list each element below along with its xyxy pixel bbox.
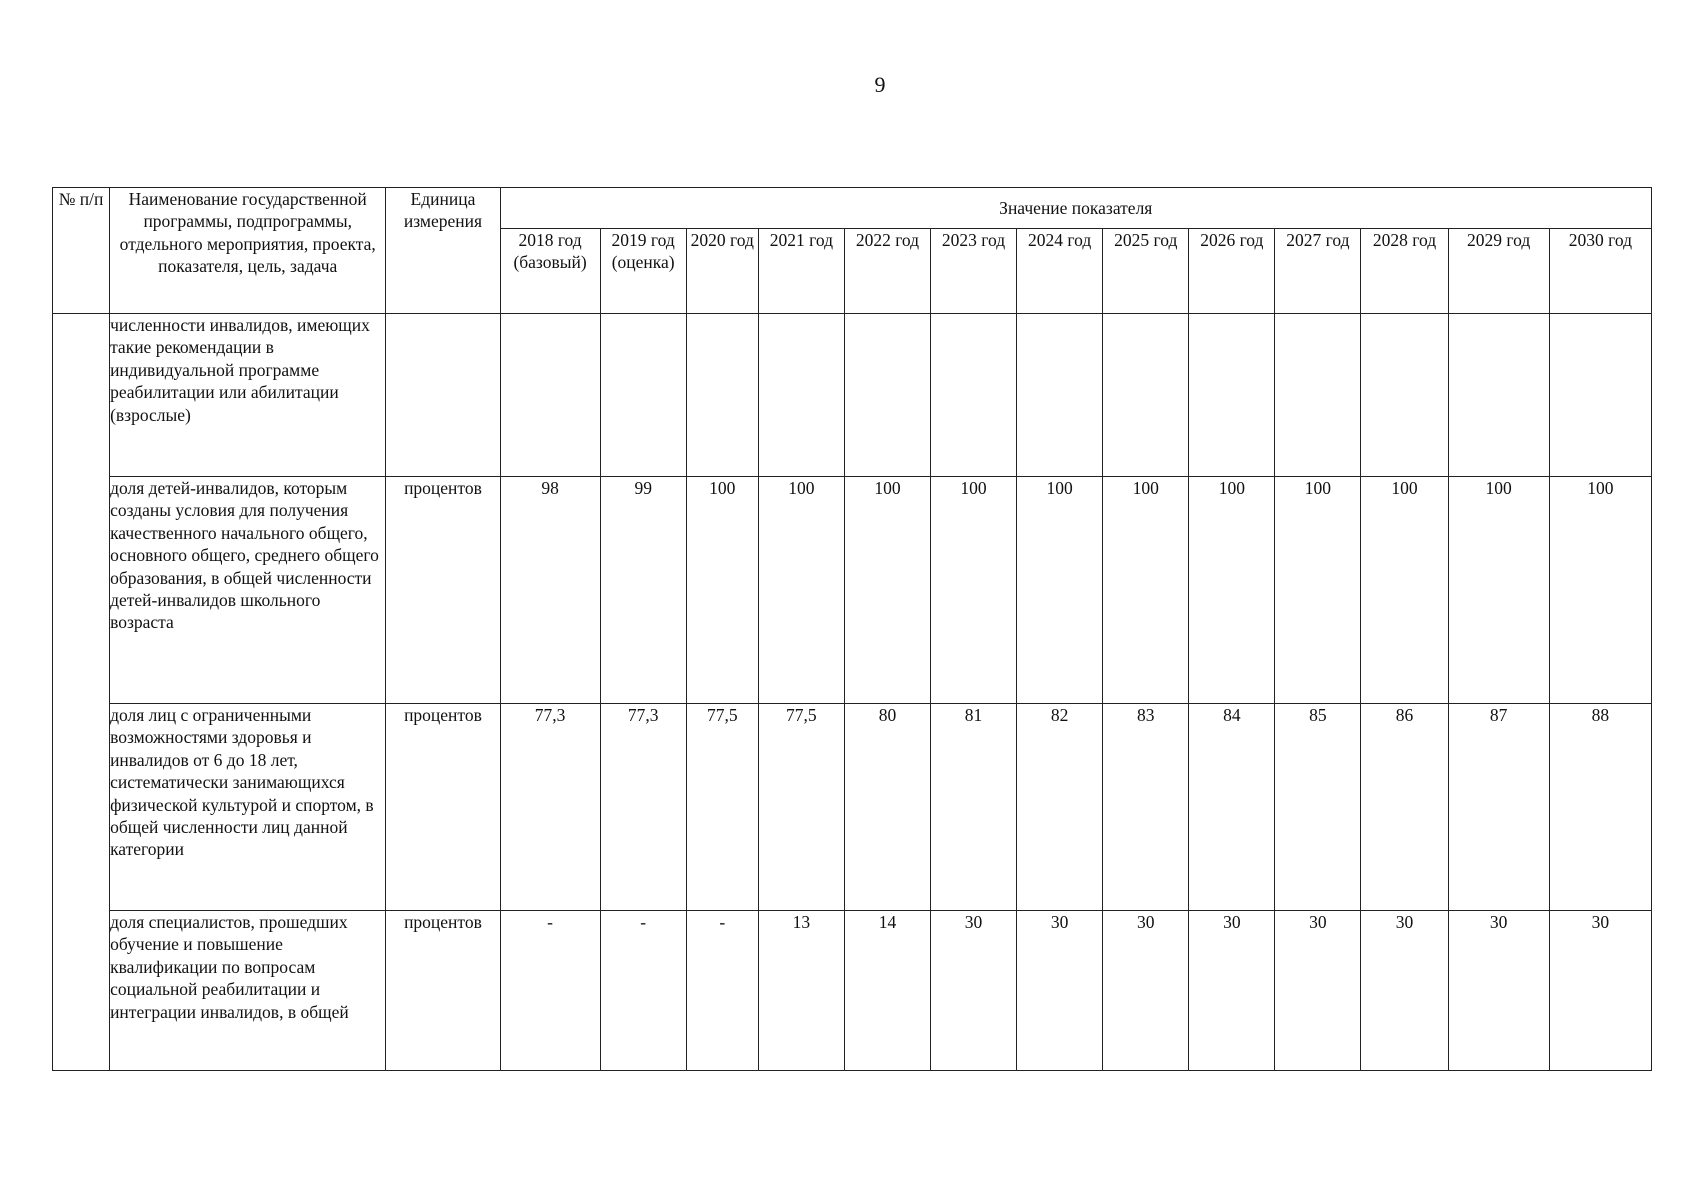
value-cell: 30 [1017,911,1103,1071]
row-number-cell [53,314,110,1071]
value-cell [1189,314,1275,477]
page-number: 9 [874,72,886,97]
header-num: № п/п [53,188,110,314]
value-cell [1103,314,1189,477]
header-year: 2028 год [1361,229,1448,314]
unit-cell [386,314,500,477]
value-cell [686,314,758,477]
value-cell: 80 [844,704,930,911]
value-cell: 30 [931,911,1017,1071]
value-cell: 100 [1448,477,1549,704]
value-cell: 84 [1189,704,1275,911]
header-year: 2023 год [931,229,1017,314]
value-cell: 98 [500,477,600,704]
header-value-group: Значение показателя [500,188,1651,229]
value-cell: 77,5 [686,704,758,911]
header-year: 2029 год [1448,229,1549,314]
header-year: 2022 год [844,229,930,314]
value-cell: 30 [1361,911,1448,1071]
value-cell [1275,314,1361,477]
value-cell [1361,314,1448,477]
header-year: 2021 год [758,229,844,314]
value-cell [758,314,844,477]
value-cell: 30 [1448,911,1549,1071]
value-cell: 30 [1189,911,1275,1071]
value-cell [1549,314,1651,477]
table-row [53,704,1652,911]
value-cell: 100 [1549,477,1651,704]
value-cell: 77,3 [600,704,686,911]
value-cell: 100 [1103,477,1189,704]
value-cell: 13 [758,911,844,1071]
indicator-table [52,187,1652,1071]
value-cell: 87 [1448,704,1549,911]
value-cell: 14 [844,911,930,1071]
header-year: 2026 год [1189,229,1275,314]
value-cell: 77,5 [758,704,844,911]
value-cell: - [500,911,600,1071]
header-unit: Единица измерения [386,188,500,314]
header-year: 2018 год (базовый) [500,229,600,314]
indicator-name: доля лиц с ограниченными возможностями здоровья и инвалидов от 6 до 18 лет, систематически занимающихся физической культурой и спортом, в общей численности лиц данной категории [110,704,386,911]
table-row [53,314,1652,477]
value-cell: 30 [1275,911,1361,1071]
table-row [53,477,1652,704]
value-cell: 82 [1017,704,1103,911]
value-cell [1448,314,1549,477]
value-cell: 100 [1275,477,1361,704]
value-cell: 88 [1549,704,1651,911]
value-cell: 30 [1549,911,1651,1071]
value-cell [1017,314,1103,477]
header-year: 2020 год [686,229,758,314]
value-cell: 85 [1275,704,1361,911]
header-year: 2027 год [1275,229,1361,314]
value-cell: 100 [758,477,844,704]
value-cell: 77,3 [500,704,600,911]
header-year: 2025 год [1103,229,1189,314]
unit-cell: процентов [386,704,500,911]
value-cell: 100 [686,477,758,704]
header-year: 2024 год [1017,229,1103,314]
value-cell: 100 [931,477,1017,704]
value-cell: 81 [931,704,1017,911]
value-cell: - [600,911,686,1071]
value-cell: 86 [1361,704,1448,911]
value-cell [600,314,686,477]
value-cell: 100 [844,477,930,704]
table-row [53,911,1652,1071]
indicator-name: доля детей-инвалидов, которым созданы условия для получения качественного начального общего, основного общего, среднего общего образования, в общей численности детей-инвалидов школьного возраста [110,477,386,704]
indicator-name: численности инвалидов, имеющих такие рекомендации в индивидуальной программе реабилитации или абилитации (взрослые) [110,314,386,477]
header-year: 2030 год [1549,229,1651,314]
value-cell [500,314,600,477]
header-name: Наименование государственной программы, подпрограммы, отдельного мероприятия, проекта, показателя, цель, задача [110,188,386,314]
value-cell: - [686,911,758,1071]
unit-cell: процентов [386,911,500,1071]
value-cell: 100 [1361,477,1448,704]
unit-cell: процентов [386,477,500,704]
value-cell: 30 [1103,911,1189,1071]
value-cell: 100 [1189,477,1275,704]
value-cell: 100 [1017,477,1103,704]
value-cell [931,314,1017,477]
value-cell [844,314,930,477]
value-cell: 99 [600,477,686,704]
indicator-name: доля специалистов, прошедших обучение и повышение квалификации по вопросам социальной реабилитации и интеграции инвалидов, в общей [110,911,386,1071]
header-year: 2019 год (оценка) [600,229,686,314]
value-cell: 83 [1103,704,1189,911]
